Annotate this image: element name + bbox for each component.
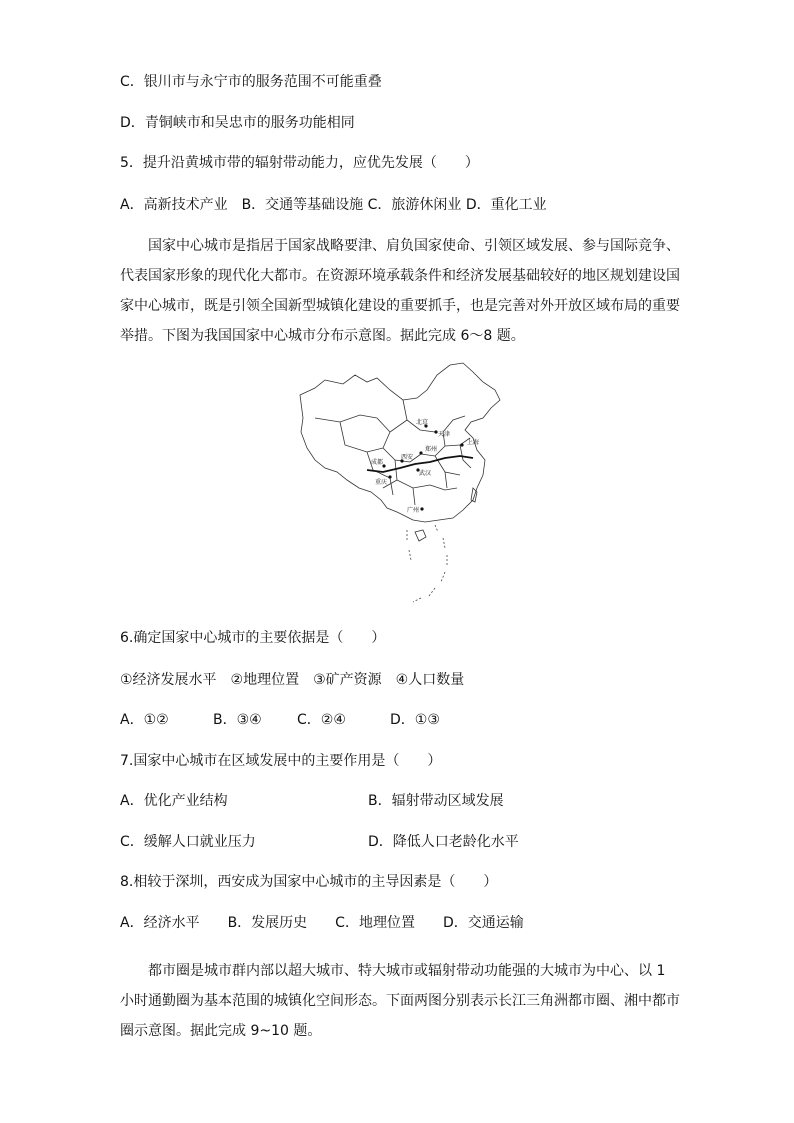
q7-option-d: D．降低人口老龄化水平 (368, 834, 519, 850)
q5-options: A．高新技术产业 B．交通等基础设施 C．旅游休闲业 D．重化工业 (120, 197, 547, 213)
q8-options: A．经济水平 B．发展历史 C．地理位置 D．交通运输 (120, 915, 524, 931)
map-label-beijing: 北京 (416, 419, 429, 426)
q8-stem: 8.相较于深圳，西安成为国家中心城市的主导因素是（ ） (120, 874, 498, 890)
hainan-island (415, 530, 426, 541)
q7-stem: 7.国家中心城市在区域发展中的主要作用是（ ） (120, 753, 442, 769)
province-borders (315, 400, 471, 505)
q6-option-c: C．②④ (297, 712, 346, 728)
map-label-xian: 西安 (401, 454, 414, 461)
passage-national-center-cities: 国家中心城市是指居于国家战略要津、肩负国家使命、引领区域发展、参与国际竞争、代表国家形象的现代化大都市。在资源环境承载条件和经济发展基础较好的地区规划建设国家中心城市，既是引领全国新型城镇化建设的重要抓手，也是完善对外开放区域布局的重要举措。下图为我国国家中心城市分布示意图。据此完成 6～8 题。 (120, 238, 680, 344)
map-label-chengdu: 成都 (371, 459, 384, 466)
map-label-chongqing: 重庆 (375, 479, 388, 486)
map-label-wuhan: 武汉 (419, 470, 432, 477)
q6-items: ①经济发展水平 ②地理位置 ③矿产资源 ④人口数量 (120, 672, 465, 688)
map-label-guangzhou: 广州 (407, 507, 420, 514)
q5-stem: 5．提升沿黄城市带的辐射带动能力，应优先发展（ ） (120, 155, 479, 171)
map-label-tianjin: 天津 (438, 431, 451, 438)
q7-option-b: B．辐射带动区域发展 (368, 793, 504, 809)
q6-option-a: A．①② (120, 712, 169, 728)
south-china-sea-dash (407, 525, 447, 602)
q6-stem: 6.确定国家中心城市的主要依据是（ ） (120, 630, 386, 646)
q6-option-d: D．①③ (390, 712, 440, 728)
passage-metropolitan-circle: 都市圈是城市群内部以超大城市、特大城市或辐射带动功能强的大城市为中心、以 1 小时通勤圈为基本范围的城镇化空间形态。下面两图分别表示长江三角洲都市圈、湘中都市圈示意图。据此完成 9~10 题。 (120, 963, 680, 1039)
q4-option-d: D．青铜峡市和吴忠市的服务功能相同 (120, 115, 355, 131)
map-label-zhengzhou: 郑州 (425, 446, 438, 453)
map-label-shanghai: 上海 (467, 439, 480, 446)
q7-option-c: C．缓解人口就业压力 (120, 834, 256, 850)
china-map-figure (295, 360, 505, 605)
q7-option-a: A．优化产业结构 (120, 793, 228, 809)
q6-option-b: B．③④ (213, 712, 262, 728)
q4-option-c: C．银川市与永宁市的服务范围不可能重叠 (120, 74, 382, 90)
